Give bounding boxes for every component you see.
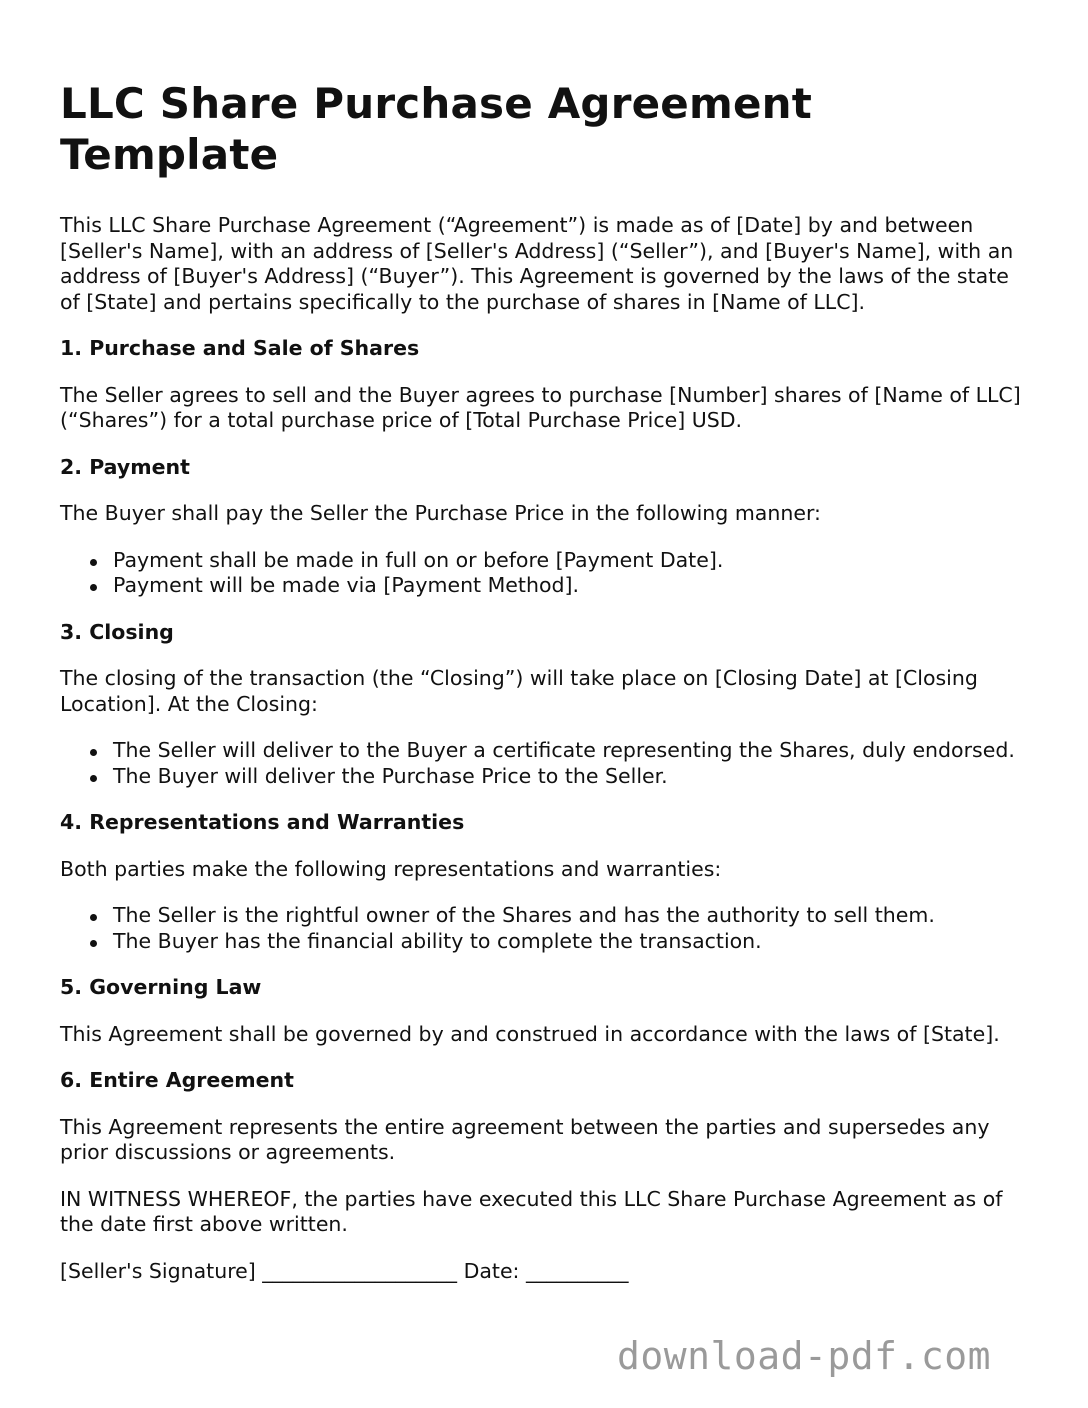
closing-list [60, 738, 1035, 789]
bullet-icon [90, 749, 97, 756]
section-heading-entire: 6. Entire Agreement [60, 1068, 294, 1092]
list-item-text: Payment will be made via [Payment Method]. [113, 573, 580, 597]
list-item [60, 573, 1035, 599]
section-text-governing: This Agreement shall be governed by and construed in accordance with the laws of [State]. [60, 1021, 1000, 1046]
section-heading-purchase: 1. Purchase and Sale of Shares [60, 336, 420, 360]
list-item-text: The Seller is the rightful owner of the Shares and has the authority to sell them. [113, 903, 935, 927]
list-item [60, 738, 1035, 764]
payment-list [60, 548, 1035, 599]
bullet-icon [90, 914, 97, 921]
document-title: LLC Share Purchase Agreement Template [60, 79, 813, 179]
signature-line: [Seller's Signature] ___________________ Date: __________ [60, 1258, 629, 1283]
list-item [60, 764, 1035, 790]
section-text-representations: Both parties make the following representations and warranties: [60, 856, 722, 881]
section-heading-payment: 2. Payment [60, 454, 190, 479]
witness-paragraph: IN WITNESS WHEREOF, the parties have executed this LLC Share Purchase Agreement as of the date first above written. [60, 1186, 1003, 1236]
list-item-text: The Buyer will deliver the Purchase Price to the Seller. [113, 763, 668, 788]
document-page [60, 0, 1035, 1284]
section-text-entire: This Agreement represents the entire agreement between the parties and supersedes any prior discussions or agreements. [60, 1114, 990, 1164]
list-item-text: The Buyer has the financial ability to complete the transaction. [113, 928, 762, 953]
bullet-icon [90, 559, 97, 566]
section-heading-closing: 3. Closing [60, 619, 174, 644]
section-text-payment: The Buyer shall pay the Seller the Purchase Price in the following manner: [60, 501, 821, 525]
section-text-purchase: The Seller agrees to sell and the Buyer agrees to purchase [Number] shares of [Name of LLC] (“Shares”) for a total purchase price of [Total Purchase Price] USD. [60, 382, 1021, 432]
section-heading-governing: 5. Governing Law [60, 975, 262, 999]
list-item [60, 903, 1035, 929]
bullet-icon [90, 584, 97, 591]
list-item-text: Payment shall be made in full on or before [Payment Date]. [113, 547, 724, 572]
bullet-icon [90, 940, 97, 947]
representations-list [60, 903, 1035, 954]
intro-paragraph: This LLC Share Purchase Agreement (“Agreement”) is made as of [Date] by and between [Seller's Name], with an address of [Seller's Address] (“Seller”), and [Buyer's Name], with an address of [Buyer's Address] (“Buyer”). This Agreement is governed by the laws of the state of [State] and pertains specifically to the purchase of shares in [Name of LLC]. [60, 213, 1014, 314]
watermark: download-pdf.com [617, 1334, 992, 1378]
bullet-icon [90, 775, 97, 782]
section-text-closing: The closing of the transaction (the “Closing”) will take place on [Closing Date] at [Closing Location]. At the Closing: [60, 666, 978, 716]
section-heading-representations: 4. Representations and Warranties [60, 810, 465, 834]
list-item [60, 929, 1035, 955]
list-item-text: The Seller will deliver to the Buyer a certificate representing the Shares, duly endorsed. [113, 738, 1015, 762]
list-item [60, 548, 1035, 574]
